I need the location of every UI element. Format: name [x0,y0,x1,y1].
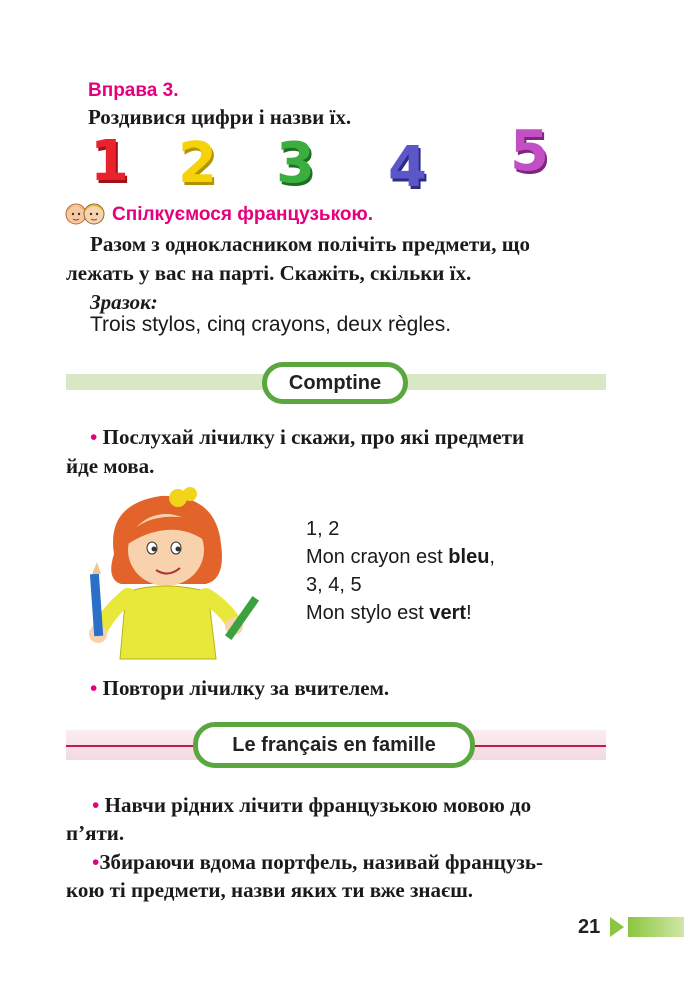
poem-word-vert: vert [429,602,467,624]
repeat-text: Повтори лічилку за вчителем. [102,676,390,700]
page-tab-bar [628,917,684,937]
listen-line-1-text: Послухай лічилку і скажи, про які предмети [102,425,525,449]
bullet-icon: • [90,425,98,449]
digit-five: 5 [510,119,549,184]
poem-line-4-start: Mon stylo est [306,602,430,624]
poem [306,515,495,627]
family-item-1-text: Навчи рідних лічити французькою мовою до [104,793,532,817]
poem-word-bleu: bleu [448,546,490,568]
page-arrow-icon [610,917,624,937]
family-item-2-line-2: кою ті предмети, назви яких ти вже знаєш. [66,878,474,902]
sample-label: Зразок: [90,290,158,314]
speaking-line-2: лежать у вас на парті. Скажіть, скільки їх. [66,261,472,285]
bullet-icon: • [92,793,100,817]
digit-one: 1 [90,129,129,194]
two-children-icon [64,200,106,228]
exercise-title: Вправа 3. [88,80,179,101]
poem-line-2-start: Mon crayon est [306,546,449,568]
poem-line-1: 1, 2 [306,518,340,540]
speaking-title: Спілкуємося французькою. [112,204,373,225]
comptine-header: Comptine [262,362,408,404]
girl-with-pencils-illustration [76,484,276,674]
poem-line-4-end: ! [466,602,472,624]
digit-three: 3 [276,131,315,196]
bullet-icon: • [92,850,100,874]
poem-line-2-end: , [489,546,495,568]
repeat-line [90,674,389,703]
family-item-2-line-1 [92,848,543,877]
listen-line-1 [90,423,524,452]
family-header: Le français en famille [193,722,475,768]
family-item-2-text: Збираючи вдома портфель, називай французь- [99,850,543,874]
family-item-1-line-1 [92,791,531,820]
digit-two: 2 [178,131,217,196]
exercise-instruction: Роздивися цифри і назви їх. [88,105,352,129]
page-number: 21 [578,916,601,938]
poem-line-2 [306,543,495,571]
speaking-line-1: Разом з однокласником полічіть предмети, що [90,232,530,256]
digit-four: 4 [388,135,427,200]
family-item-1-line-2: п’яти. [66,821,125,845]
poem-line-4 [306,599,495,627]
poem-line-3: 3, 4, 5 [306,574,362,596]
bullet-icon: • [90,676,98,700]
listen-line-2: йде мова. [66,454,155,478]
sample-sentence: Trois stylos, cinq crayons, deux règles. [90,313,452,336]
